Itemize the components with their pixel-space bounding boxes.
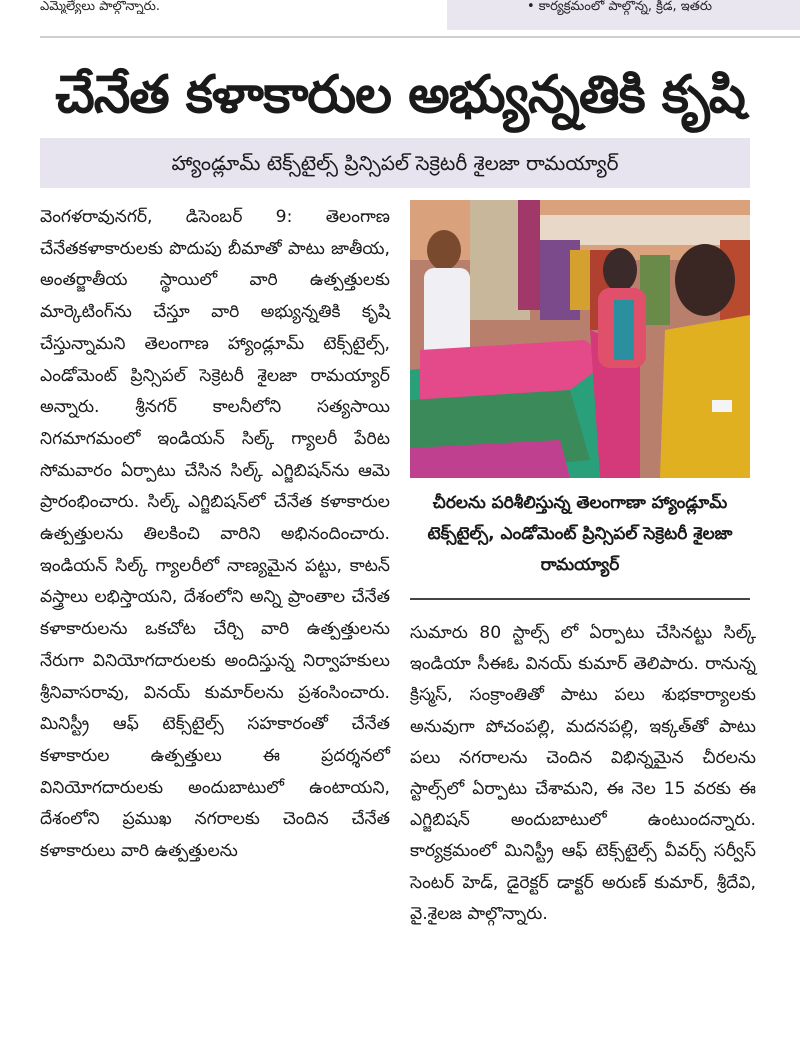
body-text-left: వెంగళరావునగర్, డిసెంబర్ 9: తెలంగాణ చేనేతకళాకారులకు పొదుపు బీమాతో పాటు జాతీయ, అంతర్జాతీయ స్థాయిలో వారి ఉత్పత్తులకు మార్కెటింగ్‌ను చేస్తూ వారి అభ్యున్నతికి కృషి చేస్తున్నామని తెలంగాణ హ్యాండ్లూమ్ టెక్స్‌టైల్స్, ఎండోమెంట్ ప్రిన్సిపల్ సెక్రెటరీ శైలజా రామయ్యార్ అన్నారు. శ్రీనగర్ కాలనీలోని సత్యసాయి నిగమాగమంలో ఇండియన్ సిల్క్ గ్యాలరీ పేరిట సోమవారం ఏర్పాటు చేసిన సిల్క్ ఎగ్జిబిషన్‌ను ఆమె ప్రారంభించారు. సిల్క్ ఎగ్జిబిషన్‌లో చేనేత కళాకారుల ఉత్పత్తులను తిలకించి వారిని అభినందించారు. ఇండియన్ సిల్క్ గ్యాలరీలో నాణ్యమైన పట్టు, కాటన్ వస్త్రాలు లభిస్తాయని, దేశంలోని అన్ని ప్రాంతాల చేనేత కళాకారులను ఒకచోట చేర్చి వారి ఉత్పత్తులను నేరుగా వినియోగదారులకు అందిస్తున్న నిర్వాహకులు శ్రీనివాసరావు, వినయ్ కుమార్‌లను ప్రశంసించారు. మినిస్ట్రీ ఆఫ్ టెక్స్‌టైల్స్ సహకారంతో చేనేత కళాకారుల ఉత్పత్తులు ఈ ప్రదర్శనలో వినియోగదారులకు అందుబాటులో ఉంటాయని, దేశంలోని ప్రముఖ నగరాలకు చెందిన చేనేత కళాకారులు వారి ఉత్పత్తులను [40, 207, 390, 862]
caption-divider [410, 598, 750, 600]
headline: చేనేత కళాకారుల అభ్యున్నతికి కృషి [55, 65, 745, 125]
body-text-right: సుమారు 80 స్టాల్స్ లో ఏర్పాటు చేసినట్టు సిల్క్ ఇండియా సీఈఓ వినయ్ కుమార్ తెలిపారు. రానున్న క్రిస్మస్, సంక్రాంతితో పాటు పలు శుభకార్యాలకు అనువుగా పోచంపల్లి, మదనపల్లి, ఇక్కత్‌తో పాటు పలు నగరాలను చెందిన విభిన్నమైన చీరలను స్టాల్స్‌లో ఏర్పాటు చేశామని, ఈ నెల 15 వరకు ఈ ఎగ్జిబిషన్ అందుబాటులో ఉంటుందన్నారు. కార్యక్రమంలో మినిస్ట్రీ ఆఫ్ టెక్స్‌టైల్స్ వీవర్స్ సర్వీస్ సెంటర్ హెడ్, డైరెక్టర్ డాక్టర్ అరుణ్ కుమార్, శ్రీదేవి, వై.శైలజ పాల్గొన్నారు. [410, 623, 756, 924]
previous-article-strip [0, 0, 800, 30]
article-column-right [410, 618, 756, 968]
article-photo [410, 200, 750, 478]
subheadline: హ్యాండ్లూమ్ టెక్స్‌టైల్స్ ప్రిన్సిపల్ సెక్రెటరీ శైలజా రామయ్యార్ [40, 138, 750, 188]
adjacent-box-tail: • కార్యక్రమంలో పాల్గొన్న, క్రీడ, ఇతరు [447, 0, 800, 30]
article-column-left [40, 202, 390, 972]
photo-caption: చీరలను పరిశీలిస్తున్న తెలంగాణా హ్యాండ్లూమ్ టెక్స్‌టైల్స్, ఎండోమెంట్ ప్రిన్సిపల్ సెక్రెటరీ శైలజా రామయ్యార్ [427, 493, 733, 575]
previous-article-tail: ఎమ్మెల్యేలు పాల్గొన్నారు. [40, 0, 160, 14]
section-divider [40, 36, 800, 38]
